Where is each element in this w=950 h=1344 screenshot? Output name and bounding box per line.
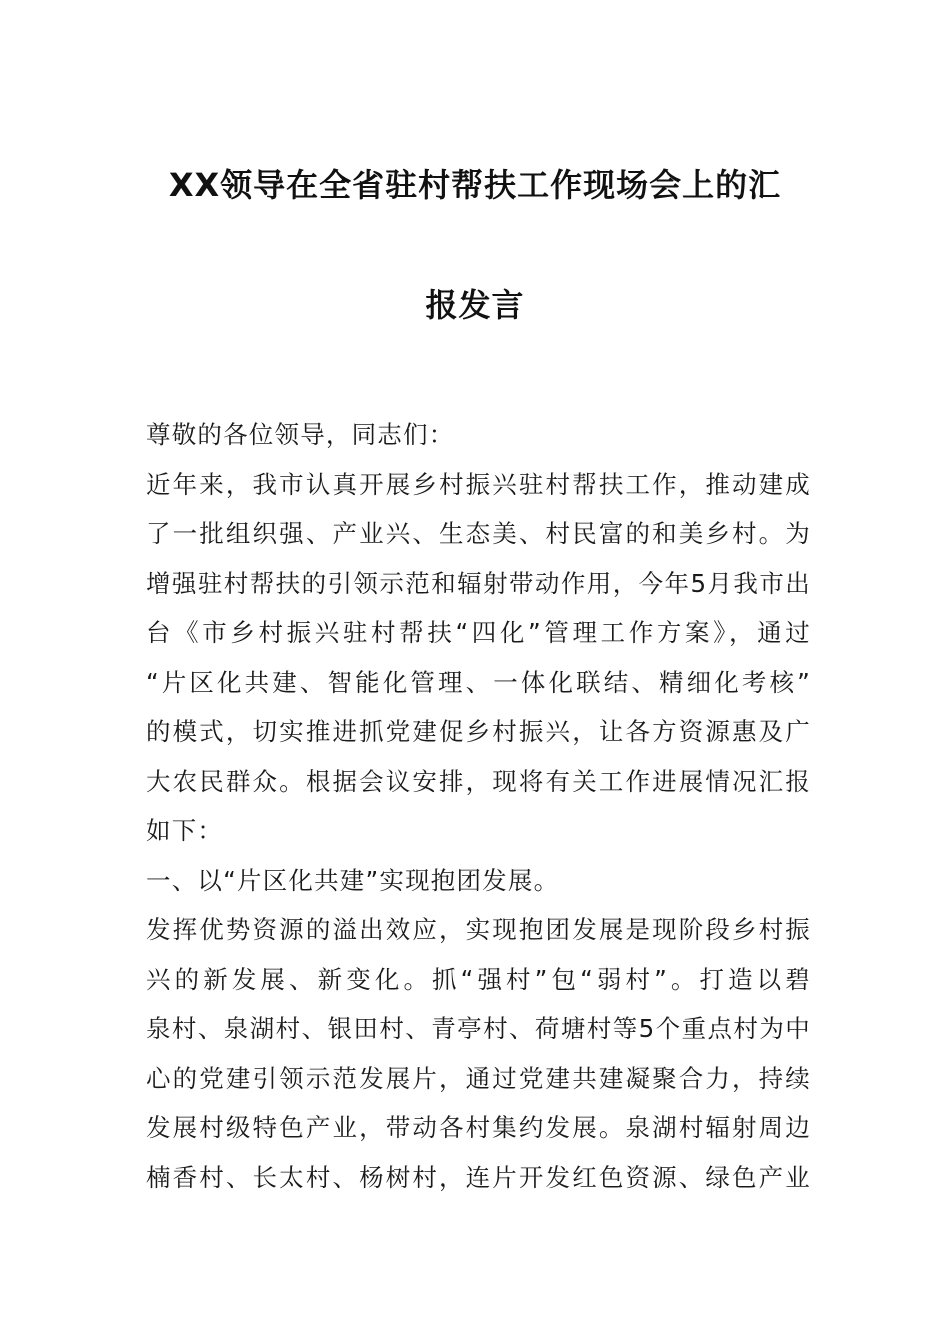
- body-line: 兴的新发展、新变化。抓“强村”包“弱村”。打造以碧: [146, 964, 811, 994]
- body-line: 楠香村、长太村、杨树村，连片开发红色资源、绿色产业: [146, 1162, 811, 1192]
- document-title-line-2: 报发言: [425, 286, 525, 324]
- body-line: 近年来，我市认真开展乡村振兴驻村帮扶工作，推动建成: [146, 469, 811, 499]
- body-line: “片区化共建、智能化管理、一体化联结、精细化考核”: [146, 667, 811, 697]
- body-line: 发挥优势资源的溢出效应，实现抱团发展是现阶段乡村振: [146, 915, 811, 944]
- body-line: 增强驻村帮扶的引领示范和辐射带动作用，今年5月我市出: [146, 568, 811, 598]
- body-line: 了一批组织强、产业兴、生态美、村民富的和美乡村。为: [146, 519, 811, 548]
- body-line: 如下：: [146, 816, 224, 845]
- section-heading: 一、以“片区化共建”实现抱团发展。: [146, 865, 560, 895]
- salutation: 尊敬的各位领导，同志们：: [146, 420, 455, 449]
- body-line: 的模式，切实推进抓党建促乡村振兴，让各方资源惠及广: [146, 717, 811, 746]
- body-line: 心的党建引领示范发展片，通过党建共建凝聚合力，持续: [146, 1063, 811, 1093]
- body-line: 台《市乡村振兴驻村帮扶“四化”管理工作方案》，通过: [146, 618, 811, 647]
- document-body: [146, 410, 811, 1202]
- body-line: 发展村级特色产业，带动各村集约发展。泉湖村辐射周边: [146, 1113, 811, 1142]
- document-title-line-1: XX领导在全省驻村帮扶工作现场会上的汇: [168, 166, 782, 204]
- body-line: 大农民群众。根据会议安排，现将有关工作进展情况汇报: [146, 766, 811, 796]
- body-line: 泉村、泉湖村、银田村、青亭村、荷塘村等5个重点村为中: [146, 1014, 811, 1043]
